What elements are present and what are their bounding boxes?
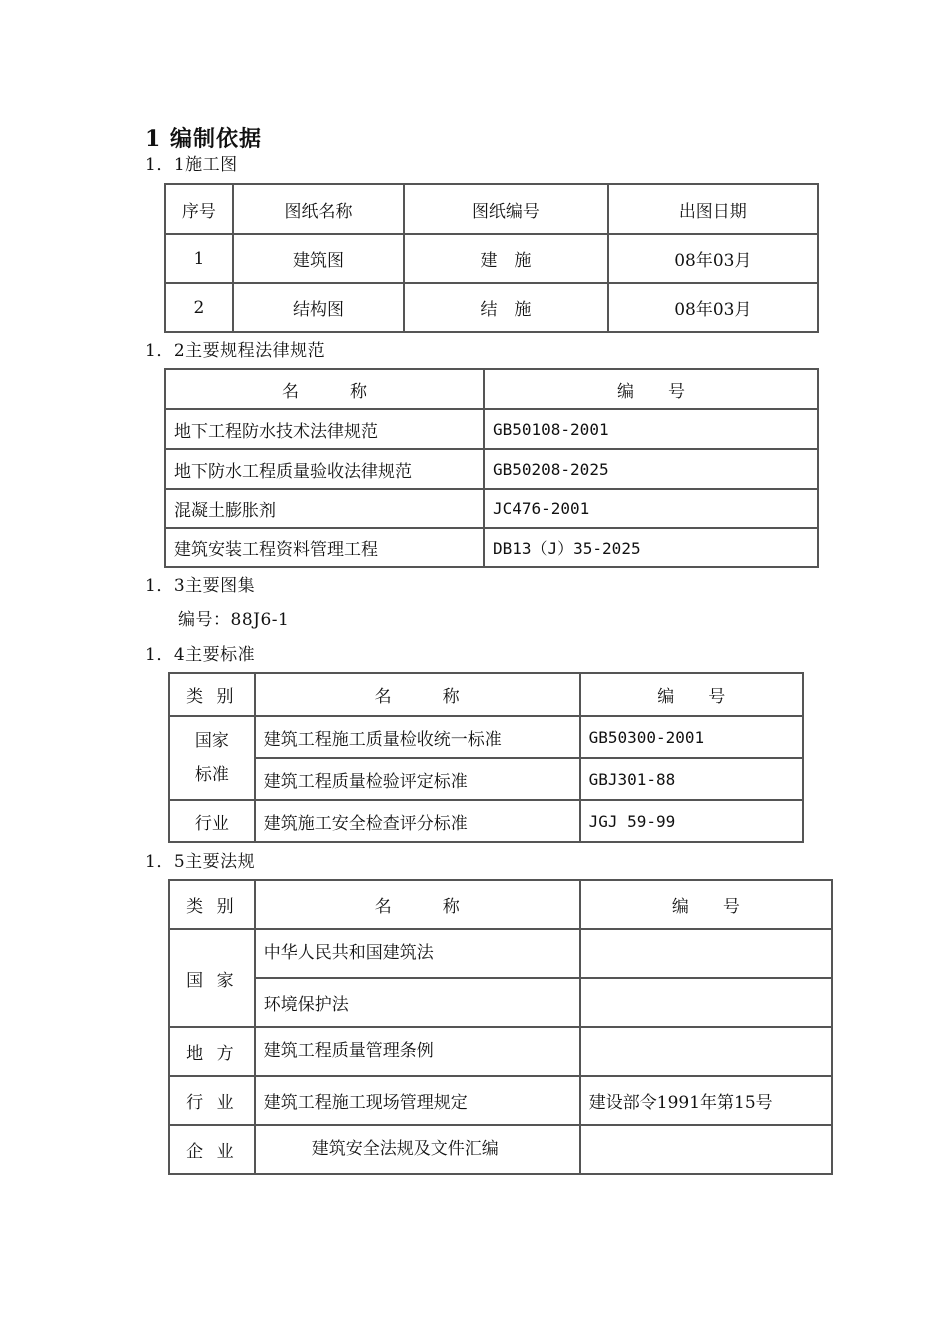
- table-cell: 1: [165, 234, 233, 283]
- table-cell: 建筑安全法规及文件汇编: [255, 1125, 580, 1174]
- table-cell: [580, 1125, 832, 1174]
- table-row: [165, 409, 818, 449]
- category-cell: 行 业: [169, 1076, 255, 1125]
- table-row: [165, 528, 818, 567]
- category-cell: 行业: [169, 800, 255, 842]
- table-cell: 08年03月: [608, 283, 818, 332]
- table-cell: GB50208-2025: [484, 449, 818, 489]
- table-cell: 建筑施工安全检查评分标准: [255, 800, 580, 842]
- section-title-1-2: 1．2主要规程法律规范: [145, 341, 326, 361]
- table-cell: 建筑工程质量检验评定标准: [255, 758, 580, 800]
- table-cell: [580, 929, 832, 978]
- table-cell: 08年03月: [608, 234, 818, 283]
- table-cell: 中华人民共和国建筑法: [255, 929, 580, 978]
- section-title-1-3: 1．3主要图集: [145, 576, 256, 596]
- table-cell: [580, 978, 832, 1027]
- table-row: [169, 800, 803, 842]
- standards-table: [168, 672, 804, 843]
- table-row: [165, 449, 818, 489]
- header-cell: 图纸编号: [404, 184, 607, 234]
- table-row: [165, 234, 818, 283]
- table-row: [169, 978, 832, 1027]
- table-cell: JC476-2001: [484, 489, 818, 528]
- table-cell: 混凝土膨胀剂: [165, 489, 484, 528]
- table-row: [165, 283, 818, 332]
- table-row: [169, 1076, 832, 1125]
- section-title-1-1: 1．1施工图: [145, 155, 238, 175]
- table-header-row: [169, 880, 832, 929]
- header-cell: 图纸名称: [233, 184, 404, 234]
- table-header-row: [165, 184, 818, 234]
- table-row: [169, 1125, 832, 1174]
- table-row: [169, 929, 832, 978]
- table-header-row: [165, 369, 818, 409]
- header-cell: 编 号: [580, 880, 832, 929]
- table-cell: 建筑安装工程资料管理工程: [165, 528, 484, 567]
- table-cell: GB50108-2001: [484, 409, 818, 449]
- section-title-1-4: 1．4主要标准: [145, 645, 256, 665]
- table-cell: 地下工程防水技术法律规范: [165, 409, 484, 449]
- category-cell: 企 业: [169, 1125, 255, 1174]
- regulations-table: [164, 368, 819, 568]
- header-cell: 名 称: [255, 673, 580, 716]
- table-row: [169, 758, 803, 800]
- table-cell: 地下防水工程质量验收法律规范: [165, 449, 484, 489]
- table-row: [165, 489, 818, 528]
- header-cell: 类 别: [169, 673, 255, 716]
- category-cell: 地 方: [169, 1027, 255, 1076]
- table-cell: 结构图: [233, 283, 404, 332]
- table-cell: 结 施: [404, 283, 607, 332]
- table-cell: 建筑工程施工质量检收统一标准: [255, 716, 580, 758]
- table-cell: [580, 1027, 832, 1076]
- table-cell: 2: [165, 283, 233, 332]
- table-cell: JGJ 59-99: [580, 800, 803, 842]
- table-cell: DB13（J）35-2025: [484, 528, 818, 567]
- table-row: [169, 716, 803, 758]
- section-title-1-5: 1．5主要法规: [145, 852, 256, 872]
- table-cell: 建筑工程施工现场管理规定: [255, 1076, 580, 1125]
- header-cell: 出图日期: [608, 184, 818, 234]
- category-cell: 国家 标准: [169, 716, 255, 800]
- table-cell: 建筑图: [233, 234, 404, 283]
- header-cell: 序号: [165, 184, 233, 234]
- drawings-table: [164, 183, 819, 333]
- header-cell: 名 称: [165, 369, 484, 409]
- header-cell: 编 号: [580, 673, 803, 716]
- table-cell: 建设部令1991年第15号: [580, 1076, 832, 1125]
- header-cell: 编 号: [484, 369, 818, 409]
- table-cell: 建筑工程质量管理条例: [255, 1027, 580, 1076]
- table-cell: 建 施: [404, 234, 607, 283]
- page-title: 1 编制依据: [145, 126, 262, 152]
- table-row: [169, 1027, 832, 1076]
- category-cell: 国 家: [169, 929, 255, 1027]
- laws-table: [168, 879, 833, 1175]
- table-cell: 环境保护法: [255, 978, 580, 1027]
- table-cell: GB50300-2001: [580, 716, 803, 758]
- table-header-row: [169, 673, 803, 716]
- atlas-number: 编号：88J6-1: [178, 610, 290, 630]
- header-cell: 类 别: [169, 880, 255, 929]
- table-cell: GBJ301-88: [580, 758, 803, 800]
- header-cell: 名 称: [255, 880, 580, 929]
